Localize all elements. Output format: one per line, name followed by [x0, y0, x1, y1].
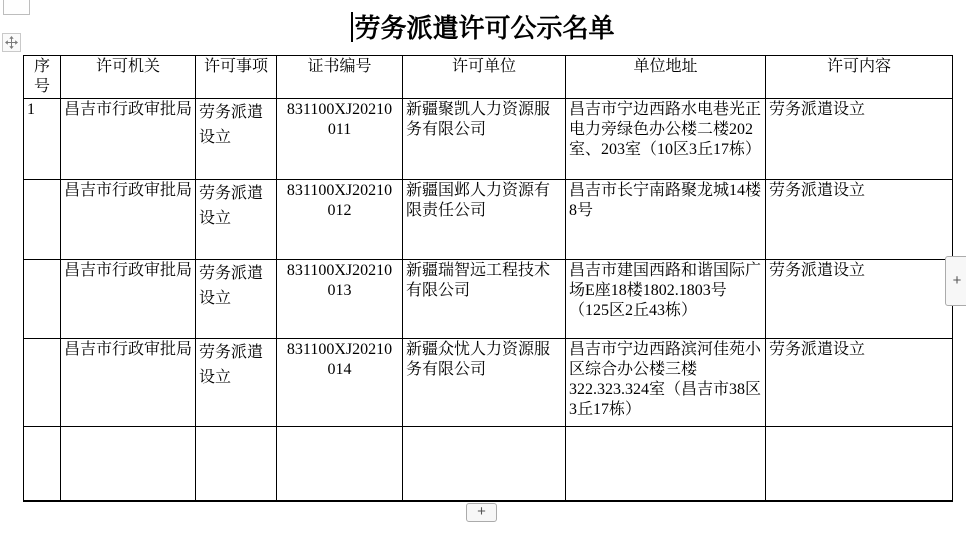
cell-matter[interactable]: 劳务派遣设立: [196, 180, 277, 260]
table-row: [24, 339, 953, 427]
cell-authority[interactable]: 昌吉市行政审批局: [61, 99, 196, 180]
cert-line: 011: [327, 121, 352, 138]
cell-address[interactable]: 昌吉市长宁南路聚龙城14楼8号: [566, 180, 766, 260]
cert-line: 014: [327, 361, 352, 378]
cell-no[interactable]: [24, 180, 61, 260]
cert-line: 831100XJ20210: [286, 262, 393, 279]
cell-cert[interactable]: [277, 180, 403, 260]
license-table: [23, 55, 953, 502]
table-header-row: [24, 56, 953, 99]
cell-unit[interactable]: 新疆众忧人力资源服务有限公司: [403, 339, 566, 427]
cell-address[interactable]: 昌吉市建国西路和谐国际广场E座18楼1802.1803号（125区2丘43栋）: [566, 260, 766, 339]
cell-content[interactable]: 劳务派遣设立: [766, 99, 953, 180]
header-cert: 证书编号: [277, 56, 403, 99]
cell-cert[interactable]: [277, 99, 403, 180]
cell-authority[interactable]: 昌吉市行政审批局: [61, 260, 196, 339]
cert-line: 831100XJ20210: [286, 341, 393, 358]
cert-line: 831100XJ20210: [286, 101, 393, 118]
cert-line: 013: [327, 282, 352, 299]
document-title: [0, 11, 966, 49]
header-matter: 许可事项: [196, 56, 277, 99]
cell-matter[interactable]: 劳务派遣设立: [196, 260, 277, 339]
cell-no[interactable]: 1: [24, 99, 61, 180]
header-content: 许可内容: [766, 56, 953, 99]
table-row: [24, 99, 953, 180]
title-text: 劳务派遣许可公示名单: [354, 14, 615, 43]
cell-content[interactable]: 劳务派遣设立: [766, 180, 953, 260]
cell-matter[interactable]: 劳务派遣设立: [196, 339, 277, 427]
header-authority: 许可机关: [61, 56, 196, 99]
table-row: [24, 180, 953, 260]
cell-authority[interactable]: [61, 427, 196, 501]
cell-content[interactable]: 劳务派遣设立: [766, 339, 953, 427]
table-row-empty: [24, 427, 953, 501]
cell-unit[interactable]: 新疆聚凯人力资源服务有限公司: [403, 99, 566, 180]
cell-no[interactable]: [24, 260, 61, 339]
cell-authority[interactable]: 昌吉市行政审批局: [61, 339, 196, 427]
cell-content[interactable]: [766, 427, 953, 501]
cell-cert[interactable]: [277, 427, 403, 501]
cert-line: 831100XJ20210: [286, 182, 393, 199]
header-no: 序号: [24, 56, 61, 99]
add-row-button[interactable]: +: [466, 503, 497, 522]
cell-no[interactable]: [24, 427, 61, 501]
header-address: 单位地址: [566, 56, 766, 99]
add-column-button[interactable]: +: [945, 256, 966, 306]
cell-no[interactable]: [24, 339, 61, 427]
cell-authority[interactable]: 昌吉市行政审批局: [61, 180, 196, 260]
cell-cert[interactable]: [277, 339, 403, 427]
cell-content[interactable]: 劳务派遣设立: [766, 260, 953, 339]
cell-unit[interactable]: 新疆国邺人力资源有限责任公司: [403, 180, 566, 260]
cell-cert[interactable]: [277, 260, 403, 339]
cert-line: 012: [327, 202, 352, 219]
cell-matter[interactable]: [196, 427, 277, 501]
cell-address[interactable]: [566, 427, 766, 501]
cell-matter[interactable]: 劳务派遣设立: [196, 99, 277, 180]
cell-unit[interactable]: 新疆瑞智远工程技术有限公司: [403, 260, 566, 339]
header-unit: 许可单位: [403, 56, 566, 99]
cell-address[interactable]: 昌吉市宁边西路水电巷光正电力旁绿色办公楼二楼202室、203室（10区3丘17栋）: [566, 99, 766, 180]
table-row: [24, 260, 953, 339]
cell-unit[interactable]: [403, 427, 566, 501]
cell-address[interactable]: 昌吉市宁边西路滨河佳苑小区综合办公楼三楼322.323.324室（昌吉市38区3丘17栋）: [566, 339, 766, 427]
